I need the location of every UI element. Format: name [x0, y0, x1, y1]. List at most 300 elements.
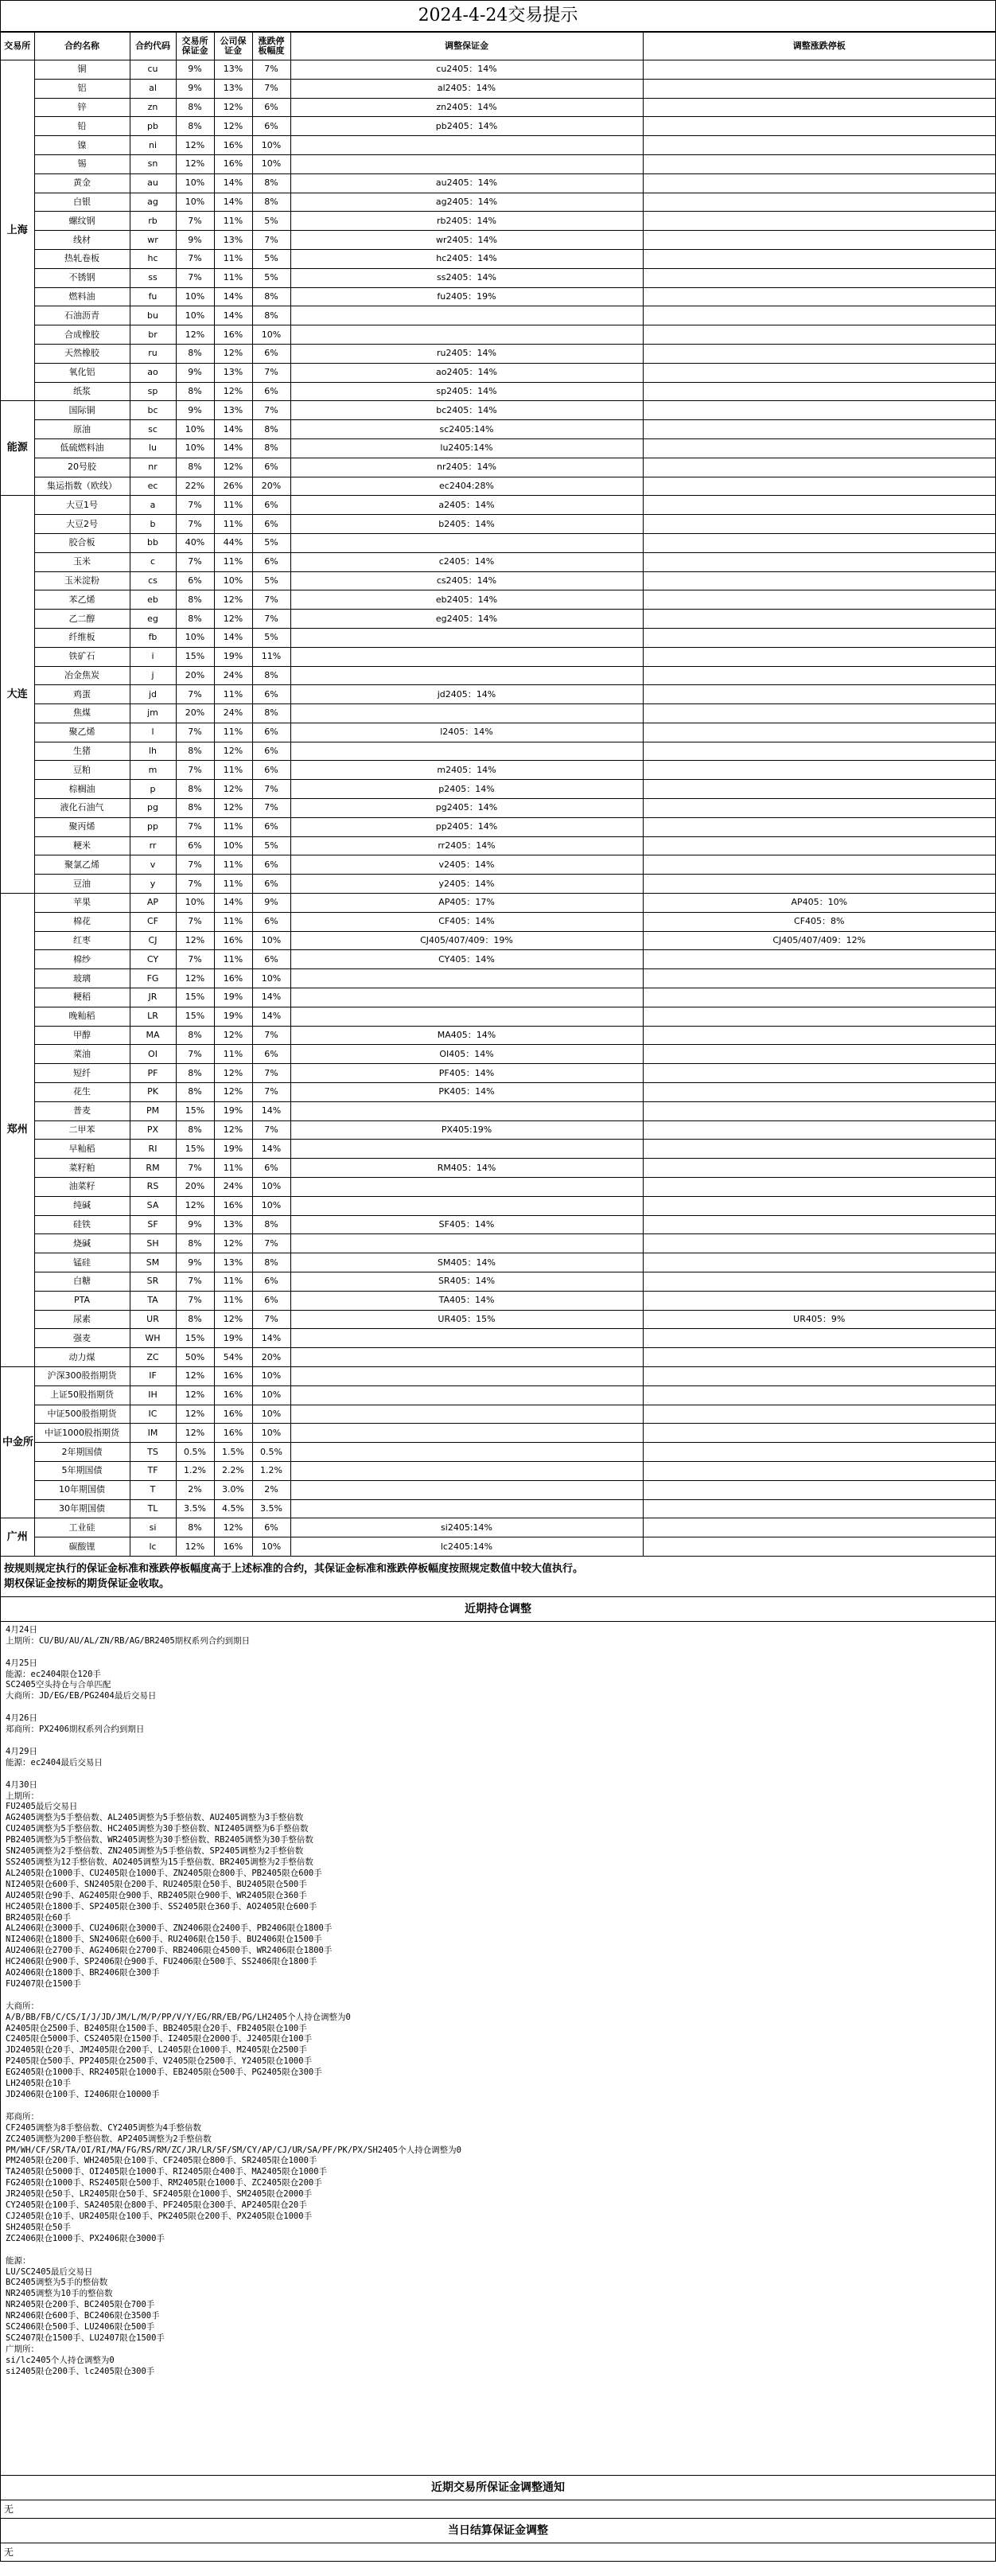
company-margin-cell: 14%: [214, 420, 252, 439]
company-margin-cell: 4.5%: [214, 1499, 252, 1518]
exchange-margin-cell: 10%: [176, 894, 214, 913]
company-margin-cell: 12%: [214, 1120, 252, 1140]
adjusted-limit-cell: [643, 1101, 995, 1120]
contract-name-cell: 冶金焦炭: [34, 666, 130, 685]
adjusted-margin-cell: CJ405/407/409：19%: [290, 931, 643, 950]
exchange-margin-cell: 50%: [176, 1348, 214, 1367]
contract-name-cell: 烧碱: [34, 1234, 130, 1253]
adjusted-limit-cell: [643, 571, 995, 590]
contract-code-cell: b: [130, 515, 176, 534]
contract-code-cell: AP: [130, 894, 176, 913]
table-row: [1, 1366, 995, 1385]
adjusted-limit-cell: [643, 1480, 995, 1499]
limit-range-cell: 7%: [252, 363, 290, 382]
contract-code-cell: JR: [130, 988, 176, 1007]
exchange-margin-cell: 6%: [176, 836, 214, 855]
contract-name-cell: 工业硅: [34, 1518, 130, 1537]
limit-range-cell: 10%: [252, 1537, 290, 1557]
adjusted-limit-cell: [643, 1215, 995, 1234]
adjusted-limit-cell: CF405：8%: [643, 912, 995, 931]
limit-range-cell: 10%: [252, 136, 290, 155]
exchange-margin-cell: 12%: [176, 325, 214, 345]
limit-range-cell: 7%: [252, 1234, 290, 1253]
limit-range-cell: 10%: [252, 1405, 290, 1424]
limit-range-cell: 10%: [252, 154, 290, 173]
table-row: [1, 950, 995, 969]
contract-name-cell: 棉花: [34, 912, 130, 931]
adjusted-limit-cell: [643, 1385, 995, 1405]
limit-range-cell: 6%: [252, 912, 290, 931]
contract-code-cell: ZC: [130, 1348, 176, 1367]
contract-name-cell: 低硫燃料油: [34, 438, 130, 458]
table-row: [1, 1499, 995, 1518]
table-row: [1, 685, 995, 704]
company-margin-cell: 12%: [214, 1083, 252, 1102]
adjusted-limit-cell: [643, 799, 995, 818]
contract-code-cell: i: [130, 647, 176, 666]
table-row: [1, 1424, 995, 1443]
adjusted-limit-cell: [643, 1045, 995, 1064]
adjusted-margin-cell: a2405：14%: [290, 496, 643, 515]
exchange-margin-cell: 12%: [176, 1196, 214, 1215]
adjusted-limit-cell: [643, 1366, 995, 1385]
table-row: [1, 1045, 995, 1064]
limit-range-cell: 6%: [252, 117, 290, 136]
contract-code-cell: TF: [130, 1461, 176, 1480]
contract-code-cell: SF: [130, 1215, 176, 1234]
company-margin-cell: 24%: [214, 1178, 252, 1197]
header-contract-name: 合约名称: [34, 33, 130, 60]
contract-name-cell: 玉米淀粉: [34, 571, 130, 590]
table-row: [1, 1140, 995, 1159]
company-margin-cell: 12%: [214, 1310, 252, 1329]
contract-code-cell: ni: [130, 136, 176, 155]
contract-name-cell: 纯碱: [34, 1196, 130, 1215]
adjusted-margin-cell: MA405：14%: [290, 1026, 643, 1045]
contract-name-cell: 粳稻: [34, 988, 130, 1007]
contract-name-cell: 焦煤: [34, 704, 130, 723]
contract-name-cell: 铝: [34, 79, 130, 98]
header-exchange-margin: 交易所保证金: [176, 33, 214, 60]
table-row: [1, 306, 995, 325]
table-row: [1, 173, 995, 193]
adjusted-margin-cell: PK405：14%: [290, 1083, 643, 1102]
adjusted-margin-cell: [290, 988, 643, 1007]
contract-code-cell: FG: [130, 969, 176, 988]
adjusted-margin-cell: p2405：14%: [290, 780, 643, 799]
limit-range-cell: 5%: [252, 249, 290, 268]
contract-name-cell: 中证1000股指期货: [34, 1424, 130, 1443]
limit-range-cell: 6%: [252, 458, 290, 477]
contract-code-cell: OI: [130, 1045, 176, 1064]
company-margin-cell: 24%: [214, 666, 252, 685]
contract-code-cell: au: [130, 173, 176, 193]
limit-range-cell: 9%: [252, 894, 290, 913]
header-limit-range: 涨跌停板幅度: [252, 33, 290, 60]
limit-range-cell: 7%: [252, 1026, 290, 1045]
exchange-margin-cell: 8%: [176, 742, 214, 761]
adjusted-limit-cell: [643, 136, 995, 155]
table-row: [1, 704, 995, 723]
exchange-margin-cell: 15%: [176, 1329, 214, 1348]
table-row: [1, 988, 995, 1007]
exchange-margin-cell: 8%: [176, 1120, 214, 1140]
contract-name-cell: 普麦: [34, 1101, 130, 1120]
exchange-margin-cell: 7%: [176, 496, 214, 515]
adjusted-margin-cell: [290, 1480, 643, 1499]
contract-code-cell: fu: [130, 287, 176, 306]
adjusted-limit-cell: [643, 817, 995, 836]
contract-name-cell: 油菜籽: [34, 1178, 130, 1197]
adjusted-margin-cell: RM405：14%: [290, 1159, 643, 1178]
table-row: [1, 1083, 995, 1102]
exchange-margin-cell: 8%: [176, 1518, 214, 1537]
contract-name-cell: 硅铁: [34, 1215, 130, 1234]
company-margin-cell: 44%: [214, 533, 252, 552]
exchange-margin-cell: 8%: [176, 610, 214, 629]
contract-code-cell: ag: [130, 193, 176, 212]
table-row: [1, 1064, 995, 1083]
contract-name-cell: 白糖: [34, 1272, 130, 1292]
company-margin-cell: 16%: [214, 969, 252, 988]
adjusted-margin-cell: [290, 533, 643, 552]
adjusted-limit-cell: [643, 1272, 995, 1292]
table-body: [1, 60, 995, 1557]
exchange-margin-cell: 0.5%: [176, 1443, 214, 1462]
company-margin-cell: 12%: [214, 1234, 252, 1253]
adjusted-margin-cell: OI405：14%: [290, 1045, 643, 1064]
table-row: [1, 268, 995, 287]
company-margin-cell: 14%: [214, 438, 252, 458]
header-adjusted-limit: 调整涨跌停板: [643, 33, 995, 60]
contract-name-cell: 铁矿石: [34, 647, 130, 666]
limit-range-cell: 7%: [252, 1064, 290, 1083]
limit-range-cell: 8%: [252, 420, 290, 439]
limit-range-cell: 7%: [252, 79, 290, 98]
contract-code-cell: PM: [130, 1101, 176, 1120]
contract-code-cell: MA: [130, 1026, 176, 1045]
adjusted-margin-cell: rr2405：14%: [290, 836, 643, 855]
contract-name-cell: 聚乙烯: [34, 723, 130, 742]
limit-range-cell: 5%: [252, 212, 290, 231]
adjusted-margin-cell: jd2405：14%: [290, 685, 643, 704]
adjusted-limit-cell: [643, 1159, 995, 1178]
adjusted-limit-cell: [643, 1329, 995, 1348]
exchange-name-cell: 中金所: [1, 1366, 34, 1518]
table-row: [1, 1291, 995, 1310]
adjusted-margin-cell: [290, 1348, 643, 1367]
adjusted-limit-cell: [643, 704, 995, 723]
contract-code-cell: TL: [130, 1499, 176, 1518]
rules-note-line: 期权保证金按标的期货保证金收取。: [4, 1577, 170, 1590]
company-margin-cell: 16%: [214, 136, 252, 155]
exchange-margin-cell: 15%: [176, 1101, 214, 1120]
exchange-margin-cell: 20%: [176, 704, 214, 723]
adjusted-margin-cell: y2405：14%: [290, 875, 643, 894]
exchange-margin-cell: 8%: [176, 117, 214, 136]
company-margin-cell: 13%: [214, 363, 252, 382]
adjusted-limit-cell: [643, 231, 995, 250]
adjusted-margin-cell: [290, 1329, 643, 1348]
company-margin-cell: 26%: [214, 477, 252, 496]
company-margin-cell: 12%: [214, 780, 252, 799]
contract-code-cell: RM: [130, 1159, 176, 1178]
contract-code-cell: eb: [130, 590, 176, 610]
contract-code-cell: sp: [130, 382, 176, 401]
adjusted-limit-cell: [643, 382, 995, 401]
contract-code-cell: pg: [130, 799, 176, 818]
limit-range-cell: 10%: [252, 325, 290, 345]
contract-name-cell: 碳酸锂: [34, 1537, 130, 1557]
table-row: [1, 969, 995, 988]
table-row: [1, 552, 995, 571]
header-contract-code: 合约代码: [130, 33, 176, 60]
limit-range-cell: 10%: [252, 1385, 290, 1405]
contract-name-cell: 燃料油: [34, 287, 130, 306]
contract-name-cell: 大豆1号: [34, 496, 130, 515]
table-header-row: [1, 33, 995, 60]
limit-range-cell: 7%: [252, 1120, 290, 1140]
exchange-margin-cell: 2%: [176, 1480, 214, 1499]
limit-range-cell: 6%: [252, 817, 290, 836]
contract-code-cell: PK: [130, 1083, 176, 1102]
company-margin-cell: 12%: [214, 610, 252, 629]
table-row: [1, 1007, 995, 1026]
exchange-margin-cell: 9%: [176, 363, 214, 382]
table-row: [1, 60, 995, 80]
limit-range-cell: 7%: [252, 590, 290, 610]
table-row: [1, 1120, 995, 1140]
contract-name-cell: 石油沥青: [34, 306, 130, 325]
contract-name-cell: 纸浆: [34, 382, 130, 401]
adjusted-limit-cell: [643, 875, 995, 894]
contract-name-cell: 鸡蛋: [34, 685, 130, 704]
contract-name-cell: 粳米: [34, 836, 130, 855]
adjusted-margin-cell: fu2405：19%: [290, 287, 643, 306]
contract-code-cell: jd: [130, 685, 176, 704]
contract-code-cell: PX: [130, 1120, 176, 1140]
adjusted-margin-cell: SM405：14%: [290, 1253, 643, 1272]
limit-range-cell: 6%: [252, 685, 290, 704]
adjusted-margin-cell: pb2405：14%: [290, 117, 643, 136]
limit-range-cell: 20%: [252, 1348, 290, 1367]
margin-notice-heading: 近期交易所保证金调整通知: [1, 2476, 995, 2500]
contract-code-cell: j: [130, 666, 176, 685]
contract-code-cell: y: [130, 875, 176, 894]
company-margin-cell: 24%: [214, 704, 252, 723]
exchange-margin-cell: 12%: [176, 1366, 214, 1385]
contract-code-cell: al: [130, 79, 176, 98]
table-row: [1, 1405, 995, 1424]
table-row: [1, 610, 995, 629]
adjusted-margin-cell: CF405：14%: [290, 912, 643, 931]
contract-name-cell: 晚籼稻: [34, 1007, 130, 1026]
adjusted-margin-cell: lc2405:14%: [290, 1537, 643, 1557]
table-row: [1, 344, 995, 363]
exchange-margin-cell: 8%: [176, 458, 214, 477]
company-margin-cell: 54%: [214, 1348, 252, 1367]
adjusted-limit-cell: [643, 249, 995, 268]
contract-name-cell: 20号胶: [34, 458, 130, 477]
adjusted-margin-cell: [290, 647, 643, 666]
adjusted-limit-cell: [643, 628, 995, 647]
adjusted-margin-cell: l2405：14%: [290, 723, 643, 742]
contract-name-cell: 动力煤: [34, 1348, 130, 1367]
adjusted-limit-cell: [643, 154, 995, 173]
exchange-name-cell: 上海: [1, 60, 34, 401]
company-margin-cell: 11%: [214, 1272, 252, 1292]
company-margin-cell: 11%: [214, 1045, 252, 1064]
adjusted-margin-cell: cu2405：14%: [290, 60, 643, 80]
exchange-name-cell: 能源: [1, 401, 34, 496]
adjusted-margin-cell: SR405：14%: [290, 1272, 643, 1292]
table-row: [1, 1101, 995, 1120]
contract-code-cell: jm: [130, 704, 176, 723]
adjusted-limit-cell: [643, 1253, 995, 1272]
exchange-margin-cell: 7%: [176, 268, 214, 287]
exchange-margin-cell: 8%: [176, 344, 214, 363]
exchange-margin-cell: 1.2%: [176, 1461, 214, 1480]
adjusted-limit-cell: [643, 780, 995, 799]
table-row: [1, 875, 995, 894]
adjusted-margin-cell: v2405：14%: [290, 855, 643, 875]
limit-range-cell: 7%: [252, 610, 290, 629]
company-margin-cell: 16%: [214, 1405, 252, 1424]
adjusted-limit-cell: [643, 1291, 995, 1310]
company-margin-cell: 14%: [214, 628, 252, 647]
exchange-margin-cell: 10%: [176, 628, 214, 647]
limit-range-cell: 6%: [252, 1518, 290, 1537]
exchange-margin-cell: 7%: [176, 855, 214, 875]
contract-name-cell: 聚丙烯: [34, 817, 130, 836]
adjusted-limit-cell: [643, 60, 995, 80]
limit-range-cell: 6%: [252, 382, 290, 401]
limit-range-cell: 10%: [252, 1178, 290, 1197]
table-row: [1, 515, 995, 534]
contract-name-cell: 乙二醇: [34, 610, 130, 629]
table-row: [1, 1329, 995, 1348]
company-margin-cell: 19%: [214, 1140, 252, 1159]
table-row: [1, 1196, 995, 1215]
company-margin-cell: 12%: [214, 98, 252, 117]
table-row: [1, 780, 995, 799]
table-row: [1, 1026, 995, 1045]
exchange-margin-cell: 9%: [176, 1215, 214, 1234]
contract-code-cell: rr: [130, 836, 176, 855]
contract-code-cell: lu: [130, 438, 176, 458]
company-margin-cell: 11%: [214, 249, 252, 268]
table-row: [1, 723, 995, 742]
contract-name-cell: 菜油: [34, 1045, 130, 1064]
contract-code-cell: bu: [130, 306, 176, 325]
adjusted-margin-cell: ru2405：14%: [290, 344, 643, 363]
contract-code-cell: nr: [130, 458, 176, 477]
table-row: [1, 855, 995, 875]
exchange-margin-cell: 3.5%: [176, 1499, 214, 1518]
adjusted-margin-cell: PF405：14%: [290, 1064, 643, 1083]
company-margin-cell: 11%: [214, 761, 252, 780]
exchange-margin-cell: 12%: [176, 154, 214, 173]
limit-range-cell: 5%: [252, 533, 290, 552]
contract-code-cell: zn: [130, 98, 176, 117]
contract-code-cell: SA: [130, 1196, 176, 1215]
exchange-margin-cell: 8%: [176, 1083, 214, 1102]
company-margin-cell: 14%: [214, 193, 252, 212]
adjusted-limit-cell: [643, 363, 995, 382]
exchange-margin-cell: 22%: [176, 477, 214, 496]
contract-name-cell: 大豆2号: [34, 515, 130, 534]
adjusted-margin-cell: wr2405：14%: [290, 231, 643, 250]
table-row: [1, 666, 995, 685]
exchange-margin-cell: 8%: [176, 590, 214, 610]
adjusted-margin-cell: au2405：14%: [290, 173, 643, 193]
company-margin-cell: 12%: [214, 742, 252, 761]
adjusted-limit-cell: [643, 590, 995, 610]
exchange-margin-cell: 10%: [176, 306, 214, 325]
table-row: [1, 931, 995, 950]
company-margin-cell: 19%: [214, 1101, 252, 1120]
exchange-margin-cell: 8%: [176, 1234, 214, 1253]
adjusted-margin-cell: [290, 628, 643, 647]
table-row: [1, 79, 995, 98]
exchange-margin-cell: 10%: [176, 173, 214, 193]
exchange-margin-cell: 8%: [176, 780, 214, 799]
limit-range-cell: 5%: [252, 571, 290, 590]
company-margin-cell: 11%: [214, 912, 252, 931]
company-margin-cell: 11%: [214, 1291, 252, 1310]
exchange-margin-cell: 7%: [176, 1045, 214, 1064]
contract-code-cell: br: [130, 325, 176, 345]
company-margin-cell: 12%: [214, 1026, 252, 1045]
table-row: [1, 325, 995, 345]
adjusted-limit-cell: [643, 988, 995, 1007]
contract-name-cell: 锡: [34, 154, 130, 173]
adjusted-margin-cell: UR405：15%: [290, 1310, 643, 1329]
exchange-margin-cell: 7%: [176, 515, 214, 534]
table-row: [1, 817, 995, 836]
table-row: [1, 571, 995, 590]
adjusted-margin-cell: cs2405：14%: [290, 571, 643, 590]
exchange-margin-cell: 10%: [176, 420, 214, 439]
table-row: [1, 401, 995, 420]
adjusted-limit-cell: [643, 742, 995, 761]
contract-name-cell: 螺纹钢: [34, 212, 130, 231]
adjusted-limit-cell: [643, 79, 995, 98]
exchange-margin-cell: 9%: [176, 1253, 214, 1272]
contract-code-cell: SR: [130, 1272, 176, 1292]
table-row: [1, 136, 995, 155]
company-margin-cell: 19%: [214, 647, 252, 666]
contract-name-cell: 热轧卷板: [34, 249, 130, 268]
contract-name-cell: 豆油: [34, 875, 130, 894]
exchange-margin-cell: 12%: [176, 1424, 214, 1443]
limit-range-cell: 6%: [252, 761, 290, 780]
contract-code-cell: IF: [130, 1366, 176, 1385]
adjusted-limit-cell: [643, 610, 995, 629]
exchange-margin-cell: 7%: [176, 1272, 214, 1292]
contract-code-cell: IC: [130, 1405, 176, 1424]
contract-code-cell: sn: [130, 154, 176, 173]
table-row: [1, 590, 995, 610]
table-row: [1, 836, 995, 855]
table-row: [1, 438, 995, 458]
adjusted-limit-cell: [643, 969, 995, 988]
company-margin-cell: 12%: [214, 590, 252, 610]
table-row: [1, 742, 995, 761]
adjusted-margin-cell: [290, 1101, 643, 1120]
contract-name-cell: 玻璃: [34, 969, 130, 988]
exchange-margin-cell: 9%: [176, 401, 214, 420]
